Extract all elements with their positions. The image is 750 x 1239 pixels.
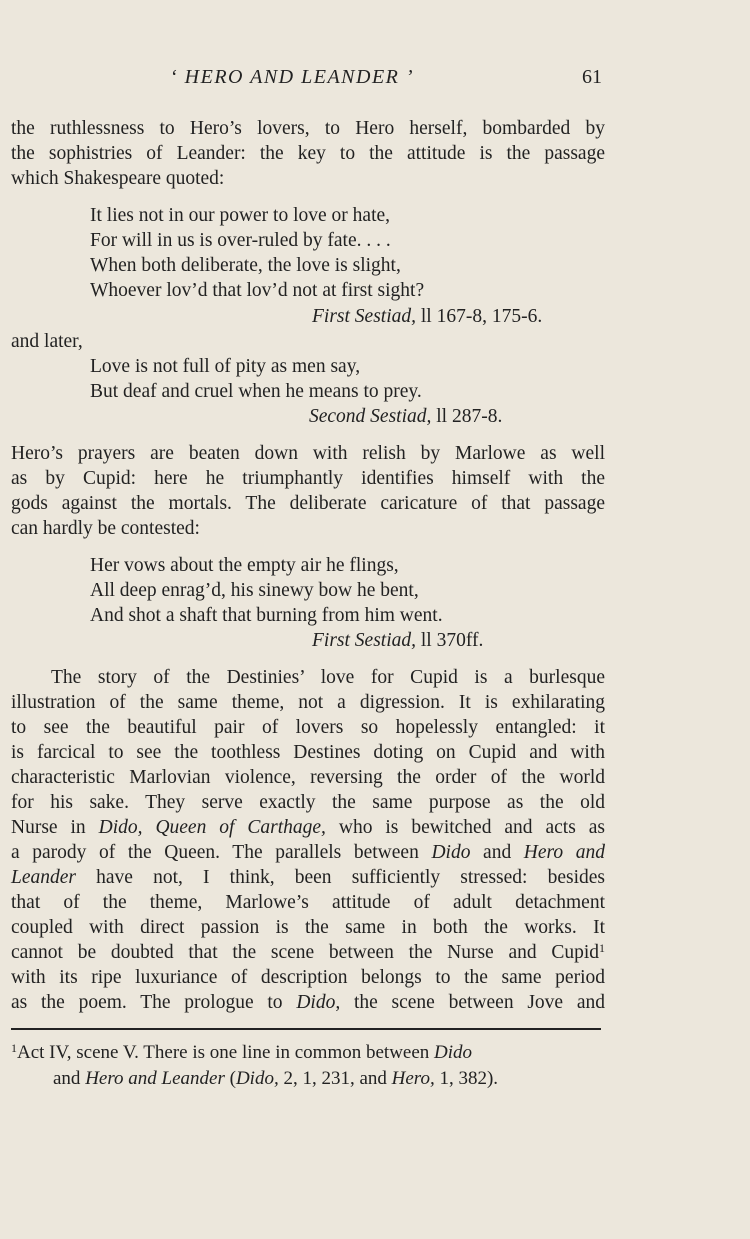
text-line: Hero’s prayers are beaten down with relish by Marlowe as well: [11, 443, 605, 464]
text-line: illustration of the same theme, not a digression. It is exhilarating: [11, 692, 605, 713]
verse-line: Whoever lov’d that lov’d not at first sight?: [90, 280, 425, 301]
text-line: for his sake. They serve exactly the same purpose as the old: [11, 792, 605, 813]
citation-ref: ll 370ff.: [420, 630, 484, 651]
text-run: cannot be doubted that the scene between the Nurse and Cupid: [11, 942, 599, 963]
text-run: a parody of the Queen. The parallels between: [11, 842, 432, 863]
page-number: 61: [582, 66, 602, 88]
citation-3: [312, 628, 483, 653]
running-head: [0, 66, 750, 92]
intro-paragraph: [11, 116, 605, 191]
text-run: Act IV, scene V. There is one line in common between: [17, 1042, 435, 1063]
citation-ref: ll 167-8, 175-6.: [420, 306, 543, 327]
text-run: 1, 382).: [434, 1068, 499, 1089]
text-run: and: [53, 1068, 86, 1089]
citation-title: First Sestiad,: [312, 630, 417, 651]
footnote-marker: 1: [11, 1041, 17, 1055]
footnote-line: [11, 1040, 498, 1066]
text-line: [11, 940, 605, 965]
text-line: is farcical to see the toothless Destines doting on Cupid and with: [11, 742, 605, 763]
italic-title: Hero and Leander: [85, 1068, 225, 1089]
citation-title: First Sestiad,: [312, 306, 417, 327]
text-run: who is bewitched and acts as: [325, 817, 605, 838]
text-line: characteristic Marlovian violence, reversing the order of the world: [11, 767, 605, 788]
text-line: to see the beautiful pair of lovers so hopelessly entangled: it: [11, 717, 605, 738]
verse-line: But deaf and cruel when he means to prey.: [90, 381, 422, 402]
text-run: the scene between Jove and: [340, 992, 605, 1013]
italic-title: Dido,: [296, 992, 341, 1013]
verse-line: For will in us is over-ruled by fate. . . .: [90, 230, 391, 251]
and-later-label: and later,: [11, 331, 83, 352]
verse-quote-1: [90, 203, 424, 303]
italic-title: Dido,: [235, 1068, 279, 1089]
running-head-title: ‘ HERO AND LEANDER ’: [170, 66, 415, 88]
footnote-reference: 1: [599, 941, 605, 955]
italic-title: Dido: [434, 1042, 473, 1063]
text-line: coupled with direct passion is the same in both the works. It: [11, 917, 605, 938]
italic-title: Dido: [431, 842, 471, 863]
verse-line: When both deliberate, the love is slight,: [90, 255, 401, 276]
verse-quote-2: [90, 354, 422, 404]
text-line: which Shakespeare quoted:: [11, 168, 225, 189]
text-line: with its ripe luxuriance of description belongs to the same period: [11, 967, 605, 988]
verse-line: Her vows about the empty air he flings,: [90, 555, 399, 576]
text-run: (: [224, 1068, 236, 1089]
footnote: [11, 1040, 498, 1092]
text-run: Nurse in: [11, 817, 99, 838]
text-line: [11, 840, 605, 865]
text-line: that of the theme, Marlowe’s attitude of adult detachment: [11, 892, 605, 913]
verse-line: Love is not full of pity as men say,: [90, 356, 361, 377]
footnote-line: [11, 1066, 498, 1092]
verse-line: And shot a shaft that burning from him went.: [90, 605, 443, 626]
text-line: [11, 815, 605, 840]
text-run: and: [470, 842, 524, 863]
text-line: gods against the mortals. The deliberate caricature of that passage: [11, 493, 605, 514]
text-line: [11, 865, 605, 890]
citation-ref: ll 287-8.: [436, 406, 503, 427]
italic-title: Leander: [11, 867, 76, 888]
footnote-rule: [11, 1028, 601, 1030]
verse-line: All deep enrag’d, his sinewy bow he bent,: [90, 580, 419, 601]
verse-quote-3: [90, 553, 443, 628]
text-run: 2, 1, 231, and: [278, 1068, 392, 1089]
text-run: have not, I think, been sufficiently stressed: besides: [76, 867, 605, 888]
text-run: as the poem. The prologue to: [11, 992, 297, 1013]
italic-title: Dido, Queen of Carthage,: [98, 817, 326, 838]
italic-title: Hero,: [391, 1068, 435, 1089]
verse-line: It lies not in our power to love or hate,: [90, 205, 391, 226]
text-line: the sophistries of Leander: the key to the attitude is the passage: [11, 143, 605, 164]
citation-1: [312, 304, 542, 329]
text-line: can hardly be contested:: [11, 518, 200, 539]
citation-2: [309, 404, 502, 429]
text-line: [11, 990, 605, 1015]
main-paragraph: [11, 665, 605, 1015]
text-line: The story of the Destinies’ love for Cupid is a burlesque: [51, 667, 605, 688]
text-line: as by Cupid: here he triumphantly identifies himself with the: [11, 468, 605, 489]
citation-title: Second Sestiad,: [309, 406, 432, 427]
italic-title: Hero and: [523, 842, 606, 863]
text-line: the ruthlessness to Hero’s lovers, to Hero herself, bombarded by: [11, 118, 605, 139]
middle-paragraph: [11, 441, 605, 541]
